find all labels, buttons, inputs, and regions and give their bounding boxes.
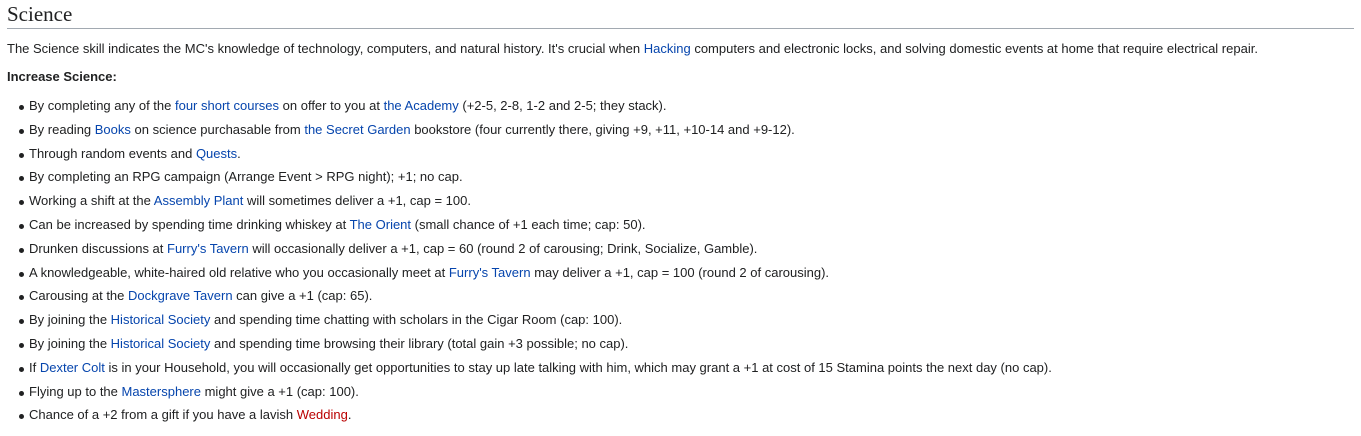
the-orient-link[interactable]: The Orient <box>349 216 412 232</box>
assembly-plant-link[interactable]: Assembly Plant <box>153 193 244 209</box>
item-text: on science purchasable from <box>130 121 305 137</box>
list-item <box>19 168 1354 186</box>
item-text: By joining the <box>29 312 111 328</box>
dockgrave-tavern-link[interactable]: Dockgrave Tavern <box>128 288 233 304</box>
item-text: . <box>237 145 241 161</box>
historical-society-link[interactable]: Historical Society <box>110 335 211 351</box>
the-academy-link[interactable]: the Academy <box>383 98 459 113</box>
intro-text-before: The Science skill indicates the MC's knowledge of technology, computers, and natural history. It's crucial when <box>7 41 644 56</box>
section-heading: Science <box>7 0 1354 29</box>
list-item <box>19 335 1354 353</box>
item-text: By reading <box>29 121 95 137</box>
item-text: on offer to you at <box>279 98 384 113</box>
secret-garden-link[interactable]: the Secret Garden <box>304 121 411 137</box>
furrys-tavern-link[interactable]: Furry's Tavern <box>448 264 531 280</box>
item-text: might give a +1 (cap: 100). <box>200 383 359 399</box>
wedding-link[interactable]: Wedding <box>296 407 348 423</box>
list-item <box>19 216 1354 234</box>
list-item <box>19 406 1354 424</box>
item-text: (+2-5, 2-8, 1-2 and 2-5; they stack). <box>458 98 667 113</box>
item-text: Carousing at the <box>29 288 129 304</box>
item-text: A knowledgeable, white-haired old relative who you occasionally meet at <box>29 264 449 280</box>
mastersphere-link[interactable]: Mastersphere <box>121 383 201 399</box>
hacking-link[interactable]: Hacking <box>643 41 691 56</box>
list-item <box>19 311 1354 329</box>
list-item <box>19 97 1354 115</box>
intro-text-after: computers and electronic locks, and solving domestic events at home that require electrical repair. <box>690 41 1258 56</box>
item-text: and spending time chatting with scholars in the Cigar Room (cap: 100). <box>210 312 623 328</box>
item-text: may deliver a +1, cap = 100 (round 2 of carousing). <box>530 264 830 280</box>
intro-paragraph <box>7 40 1354 58</box>
quests-link[interactable]: Quests <box>195 145 238 161</box>
item-text: If <box>29 359 40 375</box>
list-item <box>19 240 1354 258</box>
item-text: By completing an RPG campaign (Arrange Event > RPG night); +1; no cap. <box>29 169 463 185</box>
item-text: (small chance of +1 each time; cap: 50). <box>411 216 646 232</box>
item-text: Flying up to the <box>29 383 122 399</box>
increase-list <box>7 97 1354 424</box>
item-text: Chance of a +2 from a gift if you have a lavish <box>29 407 297 423</box>
list-item <box>19 287 1354 305</box>
list-item <box>19 145 1354 163</box>
dexter-colt-link[interactable]: Dexter Colt <box>39 359 105 375</box>
historical-society-link[interactable]: Historical Society <box>110 312 211 328</box>
list-item <box>19 192 1354 210</box>
item-text: will sometimes deliver a +1, cap = 100. <box>243 193 471 209</box>
item-text: is in your Household, you will occasionally get opportunities to stay up late talking with him, which may grant a +1 at cost of 15 Stamina points the next day (no cap). <box>104 359 1052 375</box>
list-item <box>19 264 1354 282</box>
item-text: By completing any of the <box>29 98 175 113</box>
item-text: Through random events and <box>29 145 196 161</box>
four-short-courses-link[interactable]: four short courses <box>174 98 280 113</box>
furrys-tavern-link[interactable]: Furry's Tavern <box>167 240 249 256</box>
item-text: and spending time browsing their library (total gain +3 possible; no cap). <box>210 335 629 351</box>
item-text: Working a shift at the <box>29 193 154 209</box>
list-item <box>19 359 1354 377</box>
books-link[interactable]: Books <box>94 121 131 137</box>
item-text: will occasionally deliver a +1, cap = 60 (round 2 of carousing; Drink, Socialize, Gamble). <box>248 240 758 256</box>
item-text: bookstore (four currently there, giving +9, +11, +10-14 and +9-12). <box>410 121 795 137</box>
item-text: Can be increased by spending time drinking whiskey at <box>29 216 350 232</box>
increase-subheading: Increase Science: <box>7 69 117 84</box>
item-text: Drunken discussions at <box>29 240 168 256</box>
list-item <box>19 121 1354 139</box>
item-text: . <box>347 407 352 423</box>
list-item <box>19 383 1354 401</box>
item-text: can give a +1 (cap: 65). <box>232 288 373 304</box>
item-text: By joining the <box>29 335 111 351</box>
